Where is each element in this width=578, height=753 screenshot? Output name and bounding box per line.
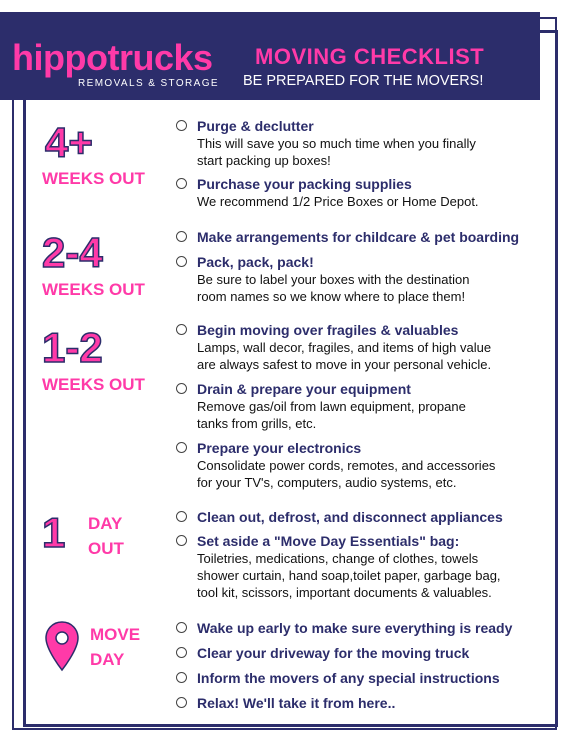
checklist-item-relax[interactable] [176, 695, 556, 712]
item-desc: start packing up boxes! [197, 153, 331, 168]
checklist-item-packing-supplies[interactable] [176, 176, 556, 210]
item-desc: Remove gas/oil from lawn equipment, propane [197, 399, 466, 414]
item-title: Clean out, defrost, and disconnect appliances [197, 509, 503, 525]
checkbox-circle[interactable] [176, 256, 187, 267]
section-1-2-weeks-number: 1-2 [42, 324, 103, 371]
item-title: Purchase your packing supplies [197, 176, 412, 192]
checklist-item-essentials-bag[interactable] [176, 533, 556, 601]
item-title: Begin moving over fragiles & valuables [197, 322, 459, 338]
section-1-day-label: DAY [88, 514, 123, 533]
checkbox-circle[interactable] [176, 535, 187, 546]
item-desc: Be sure to label your boxes with the destination [197, 272, 470, 287]
item-desc: We recommend 1/2 Price Boxes or Home Depot. [197, 194, 479, 209]
item-title: Purge & declutter [197, 118, 314, 134]
item-desc: room names so we know where to place them! [197, 289, 466, 304]
item-title: Pack, pack, pack! [197, 254, 314, 270]
location-pin-icon [44, 620, 80, 672]
item-desc: Consolidate power cords, remotes, and accessories [197, 458, 496, 473]
logo: hippotrucks [12, 37, 213, 78]
checklist-item-equipment[interactable] [176, 381, 556, 432]
item-title: Relax! We'll take it from here.. [197, 695, 396, 711]
checklist-item-wake-up[interactable] [176, 620, 556, 637]
item-title: Wake up early to make sure everything is ready [197, 620, 513, 636]
page-subtitle: BE PREPARED FOR THE MOVERS! [243, 73, 484, 89]
checkbox-circle[interactable] [176, 120, 187, 131]
section-4-weeks-label: WEEKS OUT [42, 169, 145, 188]
section-1-day-label-2: OUT [88, 539, 124, 558]
item-desc: shower curtain, hand soap,toilet paper, garbage bag, [197, 568, 501, 583]
checkbox-circle[interactable] [176, 697, 187, 708]
checkbox-circle[interactable] [176, 442, 187, 453]
logo-tagline: REMOVALS & STORAGE [78, 78, 219, 89]
checkbox-circle[interactable] [176, 672, 187, 683]
checkbox-circle[interactable] [176, 511, 187, 522]
checklist-item-instructions[interactable] [176, 670, 556, 687]
checklist-item-driveway[interactable] [176, 645, 556, 662]
checklist-item-fragiles[interactable] [176, 322, 556, 373]
header-banner [0, 12, 540, 100]
checkbox-circle[interactable] [176, 178, 187, 189]
checkbox-circle[interactable] [176, 324, 187, 335]
section-4-weeks-number: 4+ [45, 119, 93, 166]
item-desc: Lamps, wall decor, fragiles, and items of high value [197, 340, 492, 355]
section-move-day-label-2: DAY [90, 650, 125, 669]
checklist-item-childcare[interactable] [176, 229, 556, 246]
section-1-2-weeks-label: WEEKS OUT [42, 375, 145, 394]
checkbox-circle[interactable] [176, 622, 187, 633]
item-desc: tool kit, scissors, important documents & valuables. [197, 585, 492, 600]
item-title: Prepare your electronics [197, 440, 362, 456]
checklist-item-appliances[interactable] [176, 509, 556, 526]
checkbox-circle[interactable] [176, 647, 187, 658]
item-desc: are always safest to move in your personal vehicle. [197, 357, 492, 372]
item-title: Make arrangements for childcare & pet boarding [197, 229, 520, 245]
item-title: Drain & prepare your equipment [197, 381, 411, 397]
item-desc: This will save you so much time when you finally [197, 136, 476, 151]
item-title: Clear your driveway for the moving truck [197, 645, 470, 661]
item-desc: for your TV's, computers, audio systems, etc. [197, 475, 457, 490]
item-title: Set aside a "Move Day Essentials" bag: [197, 533, 460, 549]
checklist-item-pack[interactable] [176, 254, 556, 305]
section-2-4-weeks-number: 2-4 [42, 229, 103, 276]
item-title: Inform the movers of any special instructions [197, 670, 500, 686]
item-desc: tanks from grills, etc. [197, 416, 317, 431]
page-title: MOVING CHECKLIST [255, 44, 485, 69]
item-desc: Toiletries, medications, change of clothes, towels [197, 551, 479, 566]
checklist-item-electronics[interactable] [176, 440, 556, 491]
checklist-item-purge[interactable] [176, 118, 556, 169]
section-2-4-weeks-label: WEEKS OUT [42, 280, 145, 299]
section-1-day-number: 1 [42, 509, 66, 556]
checkbox-circle[interactable] [176, 231, 187, 242]
checkbox-circle[interactable] [176, 383, 187, 394]
section-move-day-label: MOVE [90, 625, 141, 644]
